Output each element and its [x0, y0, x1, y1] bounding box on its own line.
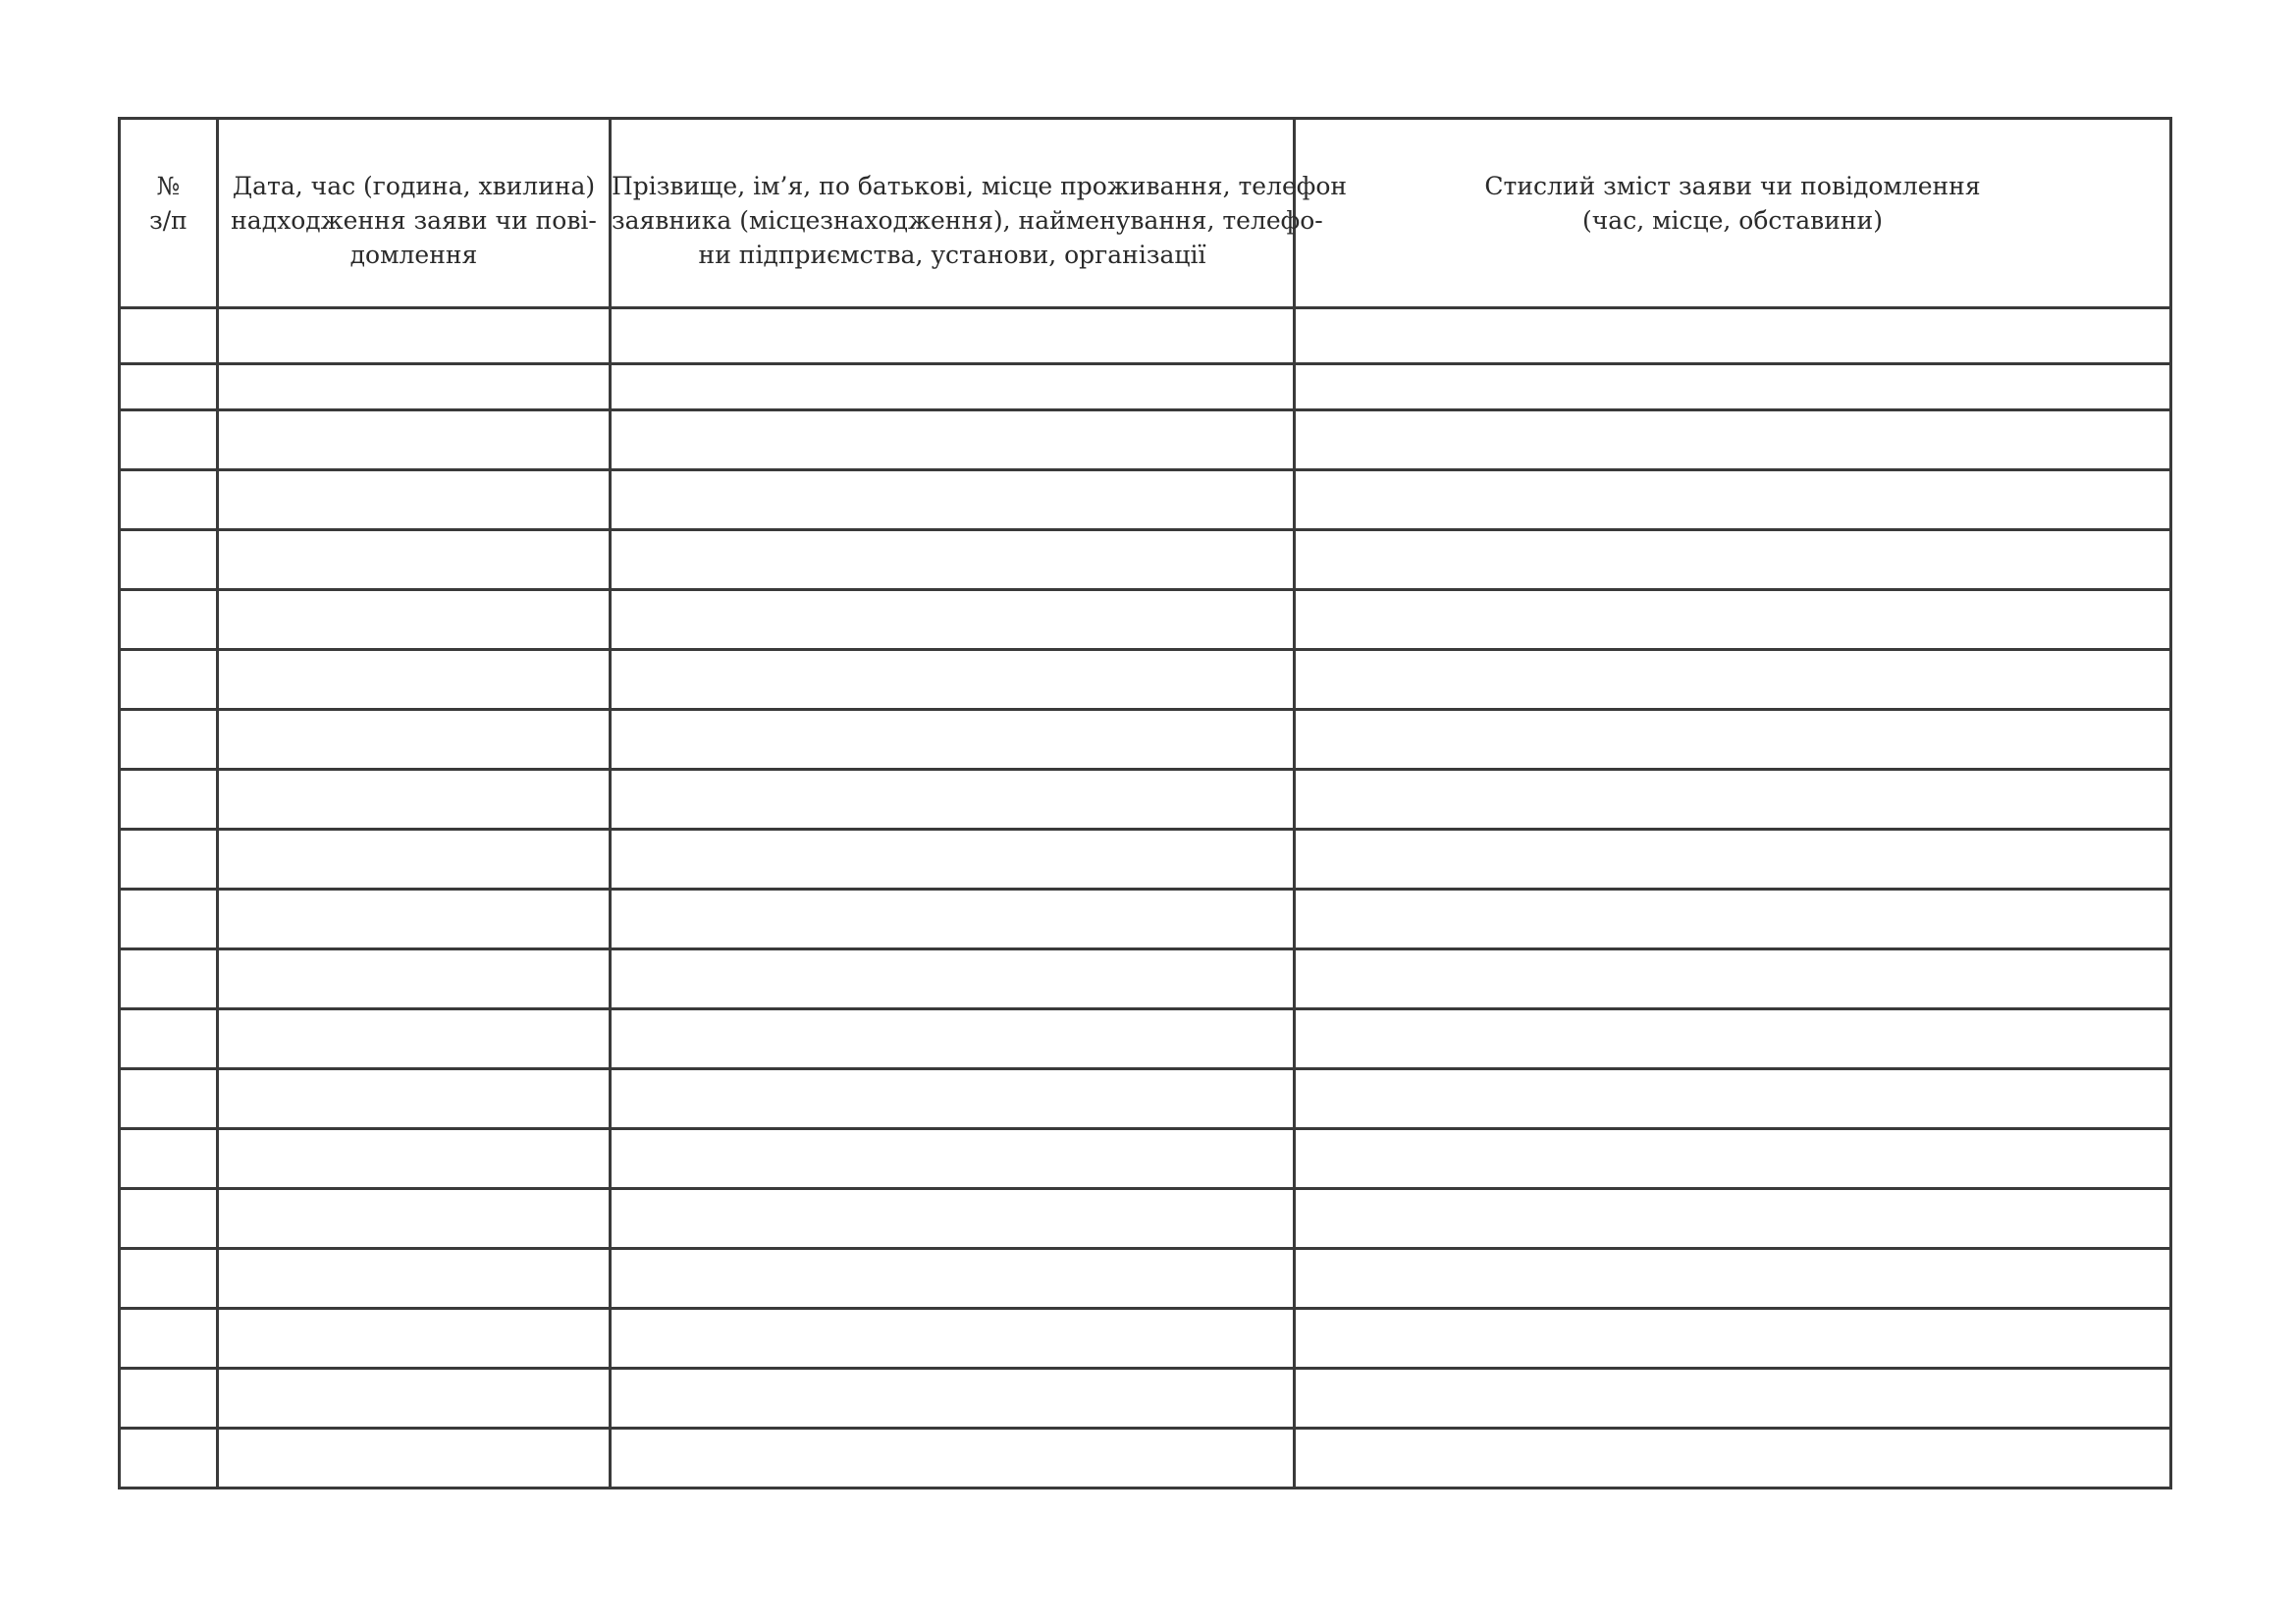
cell-summary: [1295, 470, 2171, 530]
table-row: [120, 949, 2171, 1009]
cell-datetime: [218, 1069, 611, 1129]
header-line: Дата, час (година, хвилина): [232, 172, 596, 200]
cell-applicant: [611, 1249, 1295, 1309]
cell-datetime: [218, 710, 611, 770]
cell-number: [120, 1009, 218, 1069]
cell-applicant: [611, 410, 1295, 470]
cell-summary: [1295, 1189, 2171, 1249]
table-row: [120, 650, 2171, 710]
cell-summary: [1295, 1309, 2171, 1369]
table-row: [120, 364, 2171, 410]
cell-applicant: [611, 1429, 1295, 1489]
cell-summary: [1295, 410, 2171, 470]
header-line: ни підприємства, установи, організації: [698, 241, 1206, 269]
cell-applicant: [611, 530, 1295, 590]
table-row: [120, 710, 2171, 770]
table-row: [120, 470, 2171, 530]
cell-number: [120, 1069, 218, 1129]
table-row: [120, 1249, 2171, 1309]
table-row: [120, 308, 2171, 364]
cell-applicant: [611, 1069, 1295, 1129]
cell-summary: [1295, 1009, 2171, 1069]
cell-applicant: [611, 650, 1295, 710]
cell-summary: [1295, 1369, 2171, 1429]
cell-datetime: [218, 1129, 611, 1189]
cell-summary: [1295, 770, 2171, 830]
cell-datetime: [218, 770, 611, 830]
cell-applicant: [611, 470, 1295, 530]
cell-summary: [1295, 590, 2171, 650]
table-row: [120, 590, 2171, 650]
cell-number: [120, 1249, 218, 1309]
table-row: [120, 770, 2171, 830]
table-row: [120, 830, 2171, 890]
cell-datetime: [218, 1429, 611, 1489]
cell-summary: [1295, 949, 2171, 1009]
cell-datetime: [218, 1189, 611, 1249]
cell-summary: [1295, 650, 2171, 710]
table-row: [120, 530, 2171, 590]
cell-summary: [1295, 308, 2171, 364]
cell-datetime: [218, 530, 611, 590]
cell-number: [120, 1369, 218, 1429]
header-line: домлення: [349, 241, 478, 269]
cell-applicant: [611, 1129, 1295, 1189]
cell-number: [120, 308, 218, 364]
header-line: надходження заяви чи пові-: [231, 206, 597, 235]
cell-datetime: [218, 1309, 611, 1369]
table-row: [120, 1429, 2171, 1489]
header-datetime: [218, 119, 611, 308]
cell-applicant: [611, 830, 1295, 890]
cell-datetime: [218, 1369, 611, 1429]
cell-applicant: [611, 364, 1295, 410]
cell-summary: [1295, 1249, 2171, 1309]
header-line: №: [156, 172, 181, 200]
cell-datetime: [218, 650, 611, 710]
header-line: з/п: [149, 206, 187, 235]
header-line: Прізвище, ім’я, по батькові, місце проживання, телефон: [612, 172, 1348, 200]
cell-number: [120, 590, 218, 650]
cell-datetime: [218, 949, 611, 1009]
header-line: Стислий зміст заяви чи повідомлення: [1484, 172, 1981, 200]
cell-number: [120, 830, 218, 890]
cell-datetime: [218, 308, 611, 364]
cell-applicant: [611, 1309, 1295, 1369]
cell-datetime: [218, 590, 611, 650]
header-row: [120, 119, 2171, 308]
cell-datetime: [218, 1249, 611, 1309]
cell-applicant: [611, 1189, 1295, 1249]
cell-summary: [1295, 1129, 2171, 1189]
cell-number: [120, 770, 218, 830]
table-row: [120, 1009, 2171, 1069]
cell-datetime: [218, 1009, 611, 1069]
cell-applicant: [611, 710, 1295, 770]
cell-number: [120, 890, 218, 949]
cell-number: [120, 1429, 218, 1489]
cell-datetime: [218, 830, 611, 890]
table-row: [120, 1309, 2171, 1369]
cell-number: [120, 1309, 218, 1369]
cell-applicant: [611, 1369, 1295, 1429]
cell-datetime: [218, 890, 611, 949]
cell-number: [120, 650, 218, 710]
cell-datetime: [218, 364, 611, 410]
cell-summary: [1295, 1429, 2171, 1489]
cell-datetime: [218, 470, 611, 530]
cell-number: [120, 470, 218, 530]
header-line: заявника (місцезнаходження), найменування, телефо-: [612, 206, 1323, 235]
header-applicant: [611, 119, 1348, 308]
cell-applicant: [611, 770, 1295, 830]
header-summary: [1295, 119, 2171, 308]
cell-number: [120, 949, 218, 1009]
cell-number: [120, 1189, 218, 1249]
table-row: [120, 890, 2171, 949]
cell-applicant: [611, 1009, 1295, 1069]
cell-summary: [1295, 1069, 2171, 1129]
table-row: [120, 410, 2171, 470]
register-body: [120, 308, 2171, 1489]
cell-applicant: [611, 890, 1295, 949]
cell-number: [120, 1129, 218, 1189]
cell-summary: [1295, 830, 2171, 890]
cell-applicant: [611, 590, 1295, 650]
table-row: [120, 1369, 2171, 1429]
header-number: [120, 119, 218, 308]
cell-number: [120, 364, 218, 410]
cell-applicant: [611, 949, 1295, 1009]
header-line: (час, місце, обставини): [1582, 206, 1883, 235]
cell-number: [120, 410, 218, 470]
cell-number: [120, 710, 218, 770]
cell-number: [120, 530, 218, 590]
cell-summary: [1295, 530, 2171, 590]
cell-summary: [1295, 890, 2171, 949]
cell-datetime: [218, 410, 611, 470]
cell-applicant: [611, 308, 1295, 364]
register-table: [118, 117, 2172, 1489]
table-row: [120, 1069, 2171, 1129]
cell-summary: [1295, 364, 2171, 410]
table-row: [120, 1189, 2171, 1249]
cell-summary: [1295, 710, 2171, 770]
table-row: [120, 1129, 2171, 1189]
